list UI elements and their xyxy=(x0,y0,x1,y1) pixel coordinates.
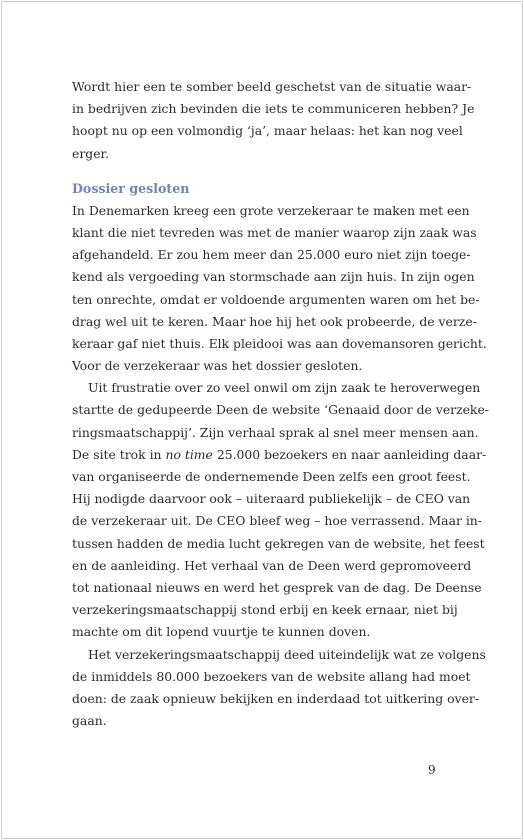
text-line: en de aanleiding. Het verhaal van de Deen werd gepromoveerd xyxy=(72,557,472,573)
emphasis-text: no time xyxy=(165,446,213,462)
text-fragment: De site trok in xyxy=(72,446,166,462)
text-line: tot nationaal nieuws en werd het gesprek van de dag. De Deense xyxy=(72,579,482,595)
text-line: afgehandeld. Er zou hem meer dan 25.000 euro niet zijn toege- xyxy=(72,247,471,263)
text-line: de inmiddels 80.000 bezoekers van de website allang had moet xyxy=(72,668,471,684)
text-line: ringsmaatschappij’. Zijn verhaal sprak al snel meer mensen aan. xyxy=(72,424,479,440)
text-line: doen: de zaak opnieuw bekijken en inderdaad tot uitkering over- xyxy=(72,690,480,706)
text-line: de verzekeraar uit. De CEO bleef weg – hoe verrassend. Maar in- xyxy=(72,513,482,529)
text-line: Uit frustratie over zo veel onwil om zijn zaak te heroverwegen xyxy=(88,380,481,396)
intro-paragraph xyxy=(72,76,475,165)
text-line xyxy=(72,444,487,466)
page-body xyxy=(72,76,489,732)
text-line: Hij nodigde daarvoor ook – uiteraard publiekelijk – de CEO van xyxy=(72,491,471,507)
section-heading: Dossier gesloten xyxy=(72,180,190,196)
text-line: In Denemarken kreeg een grote verzekeraar te maken met een xyxy=(72,202,470,218)
text-line: Voor de verzekeraar was het dossier gesloten. xyxy=(72,358,363,374)
text-line: ten onrechte, omdat er voldoende argumenten waren om het be- xyxy=(72,291,480,307)
text-line: drag wel uit te keren. Maar hoe hij het ook probeerde, de verze- xyxy=(72,313,477,329)
text-line: van organiseerde de ondernemende Deen zelfs een groot feest. xyxy=(72,469,471,484)
paragraph-2 xyxy=(72,377,489,643)
text-line: tussen hadden de media lucht gekregen van de website, het feest xyxy=(72,535,485,551)
page-number: 9 xyxy=(428,763,436,777)
text-line: machte om dit lopend vuurtje te kunnen doven. xyxy=(72,624,371,640)
text-line: in bedrijven zich bevinden die iets te communiceren hebben? Je xyxy=(72,101,475,117)
text-line: keraar gaf niet thuis. Elk pleidooi was aan dovemansoren gericht. xyxy=(72,335,487,351)
text-fragment: 25.000 bezoekers en naar aanleiding daar- xyxy=(212,446,487,462)
text-line: hoopt nu op een volmondig ‘ja’, maar helaas: het kan nog veel xyxy=(72,123,463,139)
text-line: Wordt hier een te somber beeld geschetst van de situatie waar- xyxy=(72,79,472,94)
text-line: kend als vergoeding van stormschade aan zijn huis. In zijn ogen xyxy=(72,269,475,285)
text-line: verzekeringsmaatschappij stond erbij en keek ernaar, niet bij xyxy=(72,602,458,618)
paragraph-1 xyxy=(72,200,487,378)
paragraph-3 xyxy=(72,644,486,733)
text-line: startte de gedupeerde Deen de website ‘Genaaid door de verzeke- xyxy=(72,402,489,418)
text-line: erger. xyxy=(72,145,110,161)
text-line: Het verzekeringsmaatschappij deed uiteindelijk wat ze volgens xyxy=(88,646,486,662)
text-line: klant die niet tevreden was met de manier waarop zijn zaak was xyxy=(72,224,477,240)
text-line: gaan. xyxy=(72,713,107,729)
